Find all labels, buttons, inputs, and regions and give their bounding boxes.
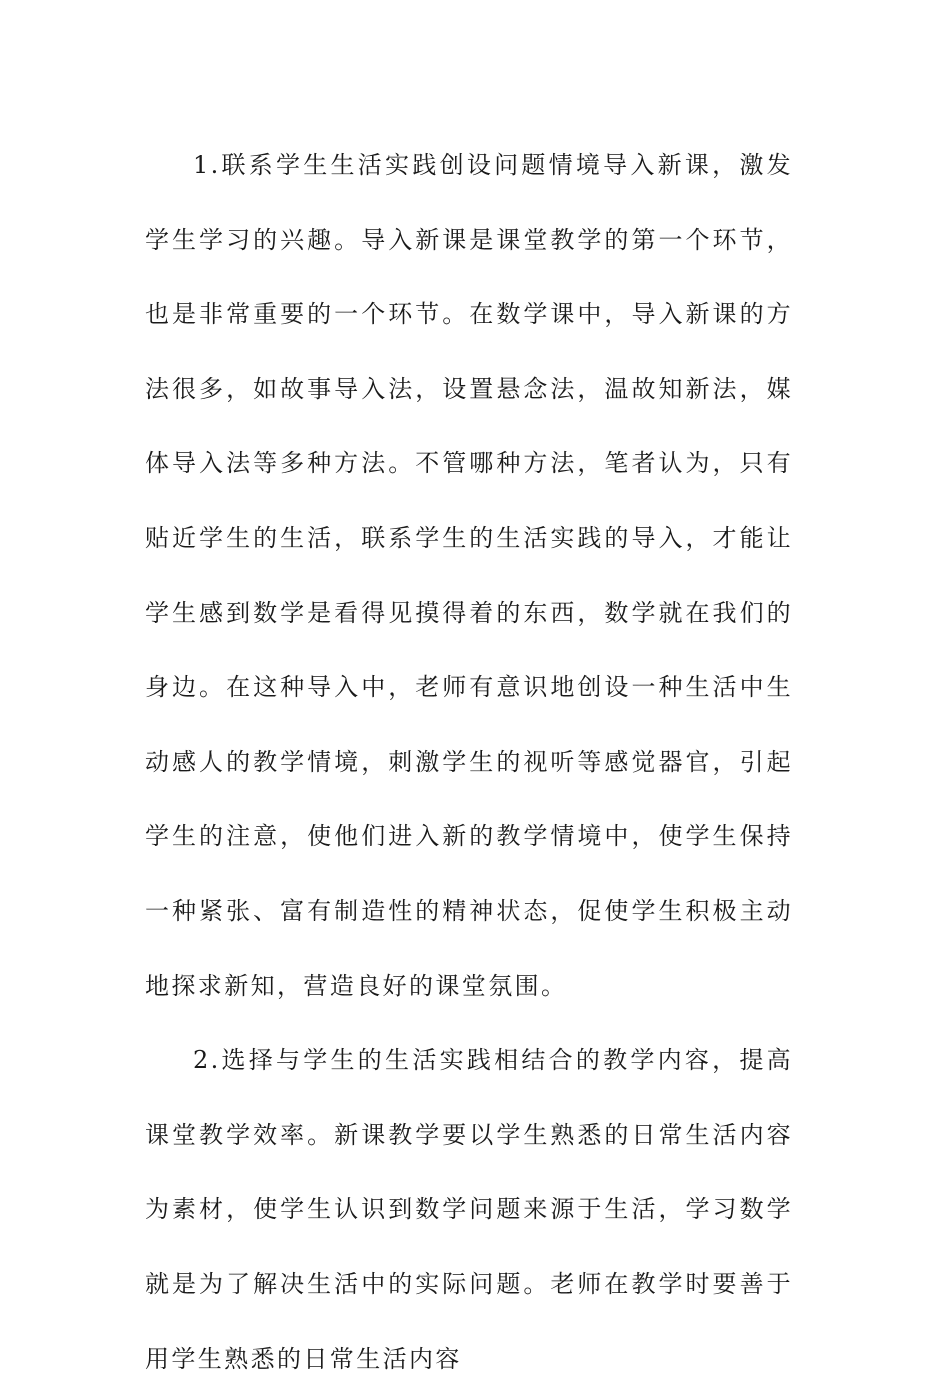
paragraph-2: 2.选择与学生的生活实践相结合的教学内容，提高课堂教学效率。新课教学要以学生熟悉的日常生活内容为素材，使学生认识到数学问题来源于生活，学习数学就是为了解决生活中的实际问题。老师在教学时要善于用学生熟悉的日常生活内容 xyxy=(145,1046,793,1373)
document-body xyxy=(145,128,793,1396)
paragraph-1: 1.联系学生生活实践创设问题情境导入新课，激发学生学习的兴趣。导入新课是课堂教学的第一个环节，也是非常重要的一个环节。在数学课中，导入新课的方法很多，如故事导入法，设置悬念法，温故知新法，媒体导入法等多种方法。不管哪种方法，笔者认为，只有贴近学生的生活，联系学生的生活实践的导入，才能让学生感到数学是看得见摸得着的东西，数学就在我们的身边。在这种导入中，老师有意识地创设一种生活中生动感人的教学情境，刺激学生的视听等感觉器官，引起学生的注意，使他们进入新的教学情境中，使学生保持一种紧张、富有制造性的精神状态，促使学生积极主动地探求新知，营造良好的课堂氛围。 xyxy=(145,151,793,1000)
